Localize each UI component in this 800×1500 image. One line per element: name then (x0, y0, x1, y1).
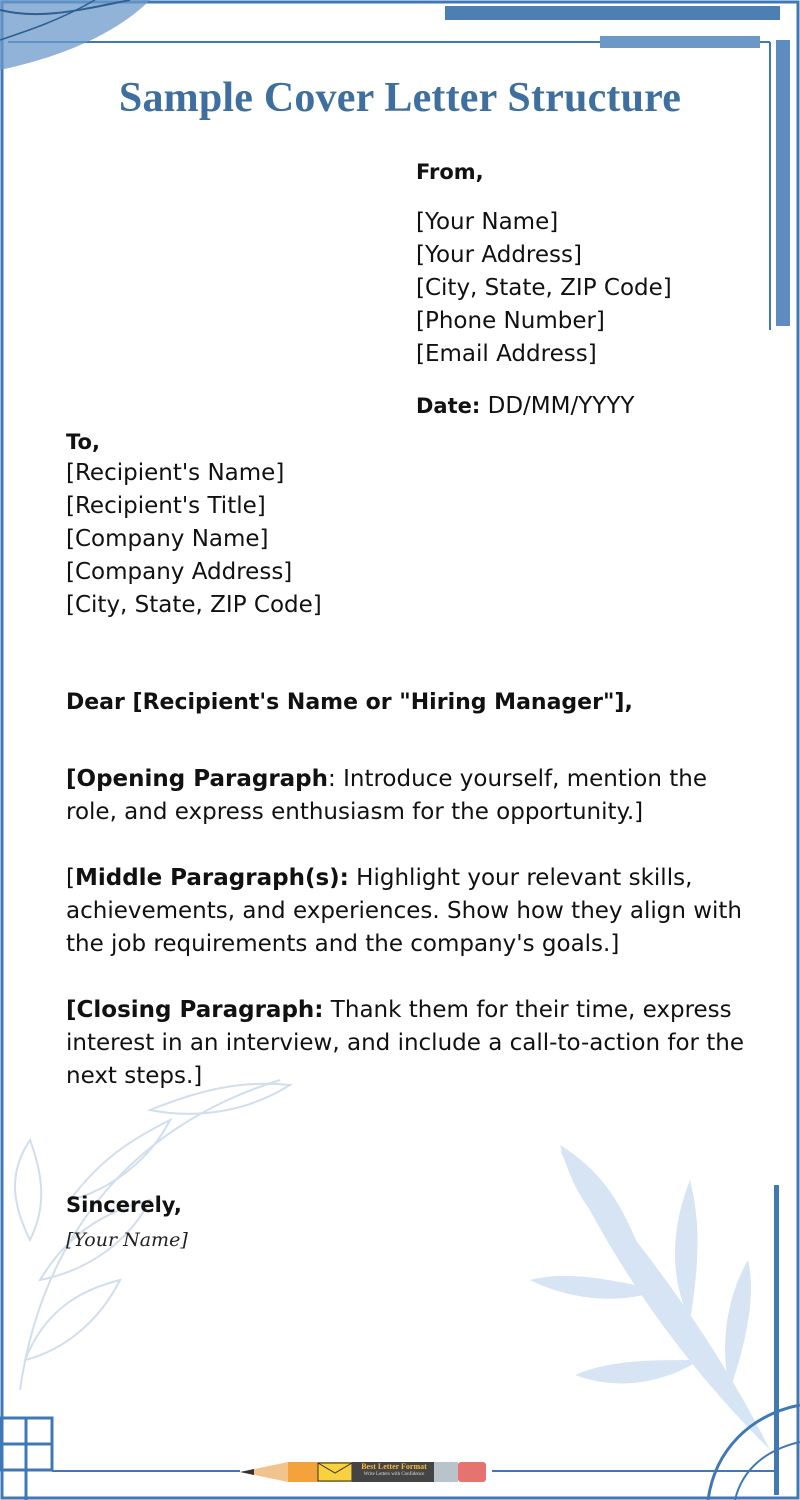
sender-line: [Your Address] (416, 242, 582, 268)
sender-line: [Email Address] (416, 341, 597, 367)
opening-prefix: [ (66, 766, 77, 792)
middle-text: Highlight your relevant skills, achievements, and experiences. Show how they align with the job requirements and the company's goals.] (66, 865, 743, 957)
closing-text: Thank them for their time, express interest in an interview, and include a call-to-action for the next steps.] (66, 997, 745, 1089)
sender-line: [Your Name] (416, 209, 559, 235)
opening-text: : Introduce yourself, mention the role, and express enthusiasm for the opportunity.] (66, 766, 707, 825)
page-title: Sample Cover Letter Structure (118, 75, 682, 121)
recipient-heading: To, (66, 430, 100, 454)
recipient-line: [Company Name] (66, 526, 269, 552)
sender-line: [City, State, ZIP Code] (416, 275, 672, 301)
recipient-address (66, 457, 322, 622)
sender-heading: From, (416, 160, 484, 184)
signature: [Your Name] (66, 1229, 188, 1251)
recipient-line: [Recipient's Name] (66, 460, 285, 486)
salutation: Dear [Recipient's Name or "Hiring Manager"], (66, 690, 633, 715)
brand-logo (240, 1460, 490, 1484)
closing-prefix: [ (66, 997, 77, 1023)
valediction: Sincerely, (66, 1193, 182, 1217)
middle-prefix: [ (66, 865, 75, 891)
date-label: Date: (416, 394, 481, 418)
opening-paragraph (66, 763, 746, 829)
middle-label: Middle Paragraph(s): (74, 865, 349, 891)
date-value: DD/MM/YYYY (480, 393, 635, 419)
middle-paragraph (66, 862, 746, 961)
recipient-line: [Company Address] (66, 559, 293, 585)
closing-paragraph (66, 994, 746, 1093)
brand-tagline: Write Letters with Confidence (363, 1472, 425, 1477)
date-line (416, 390, 634, 423)
recipient-line: [Recipient's Title] (66, 493, 266, 519)
brand-name: Best Letter Format (361, 1462, 427, 1471)
sender-address (416, 206, 672, 371)
opening-label: Opening Paragraph (76, 766, 329, 792)
sender-line: [Phone Number] (416, 308, 605, 334)
closing-label: Closing Paragraph: (76, 997, 324, 1023)
recipient-line: [City, State, ZIP Code] (66, 592, 322, 618)
